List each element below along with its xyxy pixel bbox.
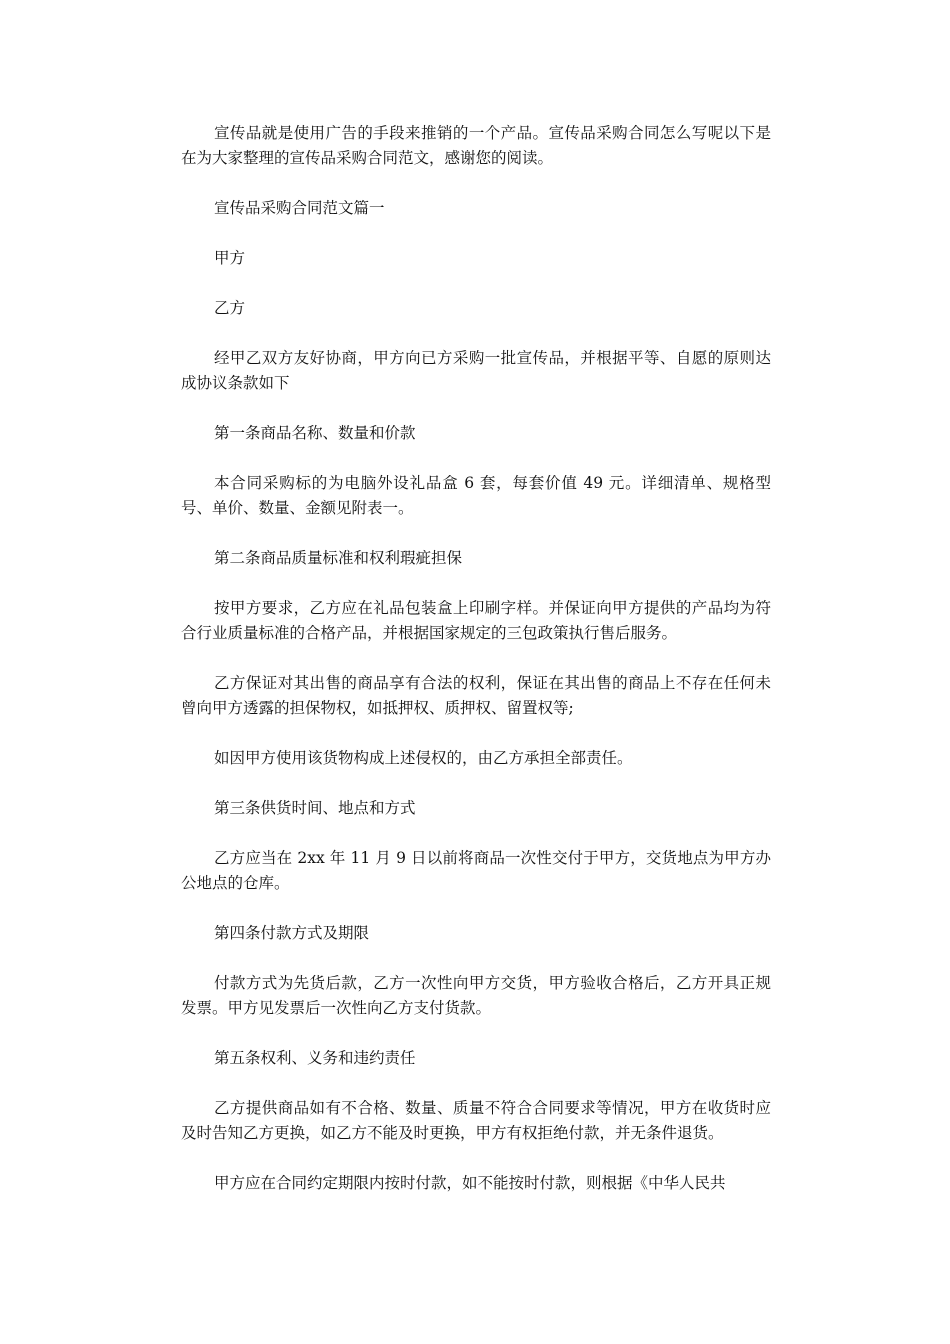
article-4-heading: 第四条付款方式及期限 <box>214 924 370 942</box>
article-4-paragraph: 付款方式为先货后款，乙方一次性向甲方交货，甲方验收合格后，乙方开具正规发票。甲方见发票后一次性向乙方支付货款。 <box>181 974 771 1017</box>
article-3-heading: 第三条供货时间、地点和方式 <box>214 799 416 817</box>
article-5-heading: 第五条权利、义务和违约责任 <box>214 1049 416 1067</box>
party-b-label: 乙方 <box>214 299 246 317</box>
article-5-paragraph-2: 甲方应在合同约定期限内按时付款，如不能按时付款，则根据《中华人民共 <box>214 1174 726 1192</box>
article-2-heading: 第二条商品质量标准和权利瑕疵担保 <box>214 549 463 567</box>
article-1-heading: 第一条商品名称、数量和价款 <box>214 424 416 442</box>
article-2-paragraph-2: 乙方保证对其出售的商品享有合法的权利，保证在其出售的商品上不存在任何未曾向甲方透露的担保物权，如抵押权、质押权、留置权等; <box>181 674 771 717</box>
article-5-paragraph-1: 乙方提供商品如有不合格、数量、质量不符合合同要求等情况，甲方在收货时应及时告知乙方更换，如乙方不能及时更换，甲方有权拒绝付款，并无条件退货。 <box>181 1099 771 1142</box>
intro-paragraph: 宣传品就是使用广告的手段来推销的一个产品。宣传品采购合同怎么写呢以下是在为大家整理的宣传品采购合同范文，感谢您的阅读。 <box>181 124 771 167</box>
preamble-paragraph: 经甲乙双方友好协商，甲方向已方采购一批宣传品，并根据平等、自愿的原则达成协议条款如下 <box>181 349 771 392</box>
article-3-paragraph: 乙方应当在 2xx 年 11 月 9 日以前将商品一次性交付于甲方，交货地点为甲方办公地点的仓库。 <box>181 849 771 892</box>
section-title: 宣传品采购合同范文篇一 <box>214 199 385 217</box>
article-2-paragraph-1: 按甲方要求，乙方应在礼品包装盒上印刷字样。并保证向甲方提供的产品均为符合行业质量标准的合格产品，并根据国家规定的三包政策执行售后服务。 <box>181 599 771 642</box>
article-1-paragraph: 本合同采购标的为电脑外设礼品盒 6 套，每套价值 49 元。详细清单、规格型号、单价、数量、金额见附表一。 <box>181 474 771 517</box>
article-2-paragraph-3: 如因甲方使用该货物构成上述侵权的，由乙方承担全部责任。 <box>214 749 633 767</box>
document-body <box>181 121 771 1221</box>
party-a-label: 甲方 <box>214 249 246 267</box>
